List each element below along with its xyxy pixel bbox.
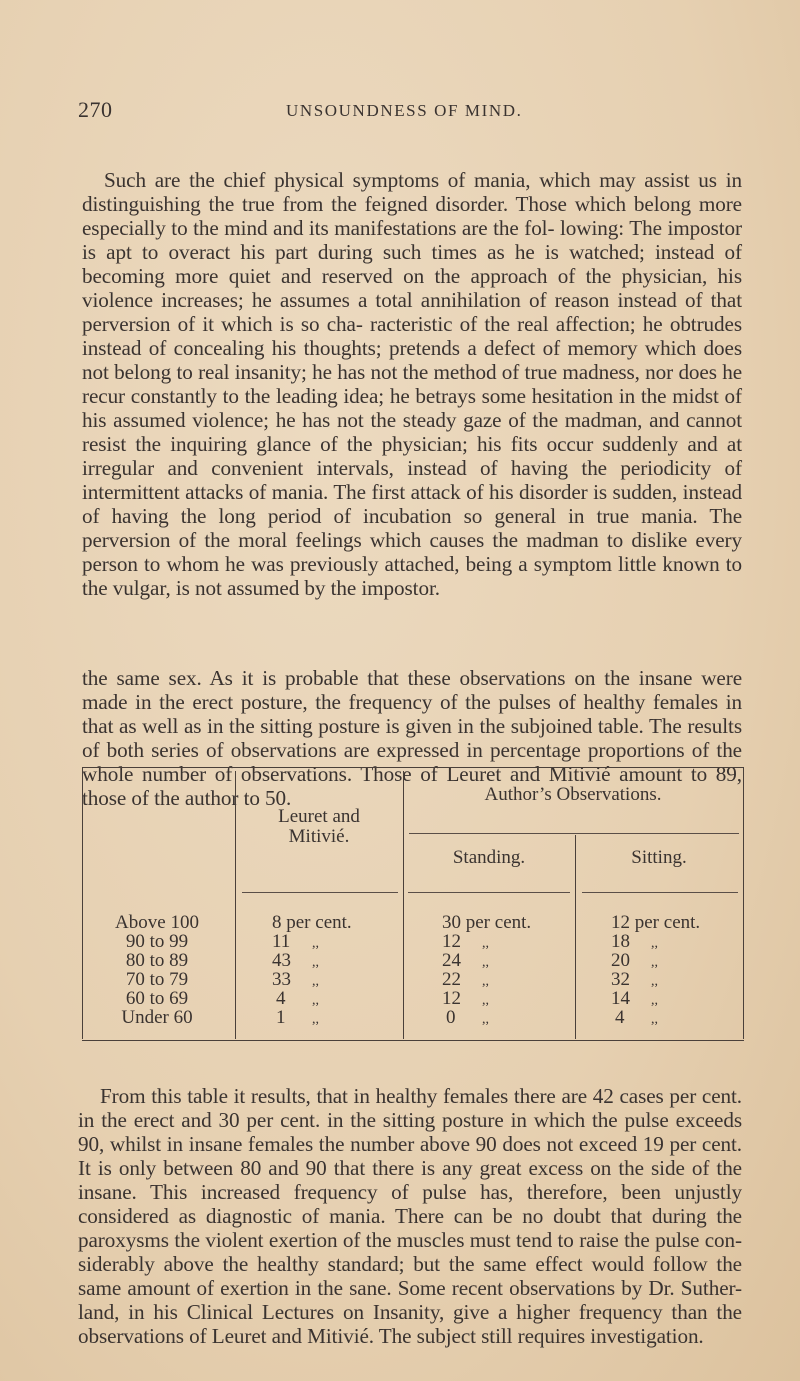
value: 14 (611, 988, 630, 1009)
value: 32 (611, 969, 630, 990)
ditto-mark: ,, (651, 993, 658, 1008)
header-rule (582, 892, 738, 893)
header-leuret-line2: Mitivié. (288, 826, 350, 847)
row-label: Under 60 (121, 1007, 193, 1028)
column-divider (403, 771, 404, 1039)
ditto-mark: ,, (651, 955, 658, 970)
value: 20 (611, 950, 630, 971)
value: 12 (611, 912, 630, 933)
page-header (78, 97, 738, 123)
sitting-cell (611, 913, 700, 932)
row-label: Above 100 (115, 912, 199, 933)
page-number: 270 (78, 97, 113, 122)
value: 11 (272, 931, 291, 952)
value: 4 (615, 1007, 625, 1028)
value: 8 (272, 912, 282, 933)
value: 33 (272, 969, 291, 990)
unit: per cent. (634, 912, 701, 933)
leuret-cell (276, 1008, 319, 1029)
ditto-mark: ,, (482, 936, 489, 951)
pulse-frequency-table (82, 765, 744, 1045)
value: 1 (276, 1007, 286, 1028)
value: 4 (276, 988, 286, 1009)
value: 12 (442, 988, 461, 1009)
header-rule (408, 892, 570, 893)
row-label: 90 to 99 (125, 931, 189, 952)
paragraph-table-conclusion: From this table it results, that in healthy females there are 42 cases per cent. in the erect and 30 per cent. in the sitting posture in which the pulse exceeds 90, whilst in insane females the number above 90 does not exceed 19 per cent. It is only between 80 and 90 that there is any great excess on the side of the insane. This increased frequency of pulse has, therefore, been unjustly considered as diagnostic of mania. There can be no doubt that during the paroxysms the violent exertion of the muscles must tend to raise the pulse con- siderably above the healthy standard; but the same effect would follow the same amount of exertion in the sane. Some recent observations by Dr. Suther- land, in his Clinical Lectures on Insanity, give a higher frequency than the observations of Leuret and Mitivié. The subject still requires investigation. (78, 1084, 742, 1349)
standing-cell (442, 913, 531, 932)
author-group-rule (409, 833, 739, 834)
value: 22 (442, 969, 461, 990)
ditto-mark: ,, (482, 993, 489, 1008)
ditto-mark: ,, (312, 1012, 319, 1027)
table-bottom-rule (82, 1040, 744, 1041)
value: 12 (442, 931, 461, 952)
ditto-mark: ,, (482, 955, 489, 970)
header-author-observations: Author’s Observations. (484, 784, 662, 805)
unit: per cent. (286, 912, 352, 933)
running-title: UNSOUNDNESS OF MIND. (286, 101, 523, 120)
table-top-rule (82, 767, 744, 768)
table-right-border (743, 767, 744, 1039)
ditto-mark: ,, (482, 1012, 489, 1027)
value: 30 (442, 912, 461, 933)
header-rule (242, 892, 398, 893)
ditto-mark: ,, (651, 936, 658, 951)
ditto-mark: ,, (312, 974, 319, 989)
row-label: 60 to 69 (125, 988, 189, 1009)
standing-cell (446, 1008, 489, 1029)
row-label: 70 to 79 (125, 969, 189, 990)
value: 18 (611, 931, 630, 952)
leuret-cell (272, 913, 352, 932)
unit: per cent. (465, 912, 532, 933)
value: 24 (442, 950, 461, 971)
value: 43 (272, 950, 291, 971)
paragraph-feigned-symptoms: Such are the chief physical symptoms of mania, which may assist us in distinguishing the true from the feigned disorder. Those which belong more especially to the mind and its manifestations are the fol- lowing: The impostor is apt to overact his part during such times as he is watched; instead of becoming more quiet and reserved on the approach of the physician, his violence increases; he assumes a total annihilation of reason instead of that perversion of it which is so cha- racteristic of the real affection; he obtrudes instead of concealing his thoughts; pretends a defect of memory which does not belong to real insanity; he has not the method of true madness, nor does he recur constantly to the leading idea; he betrays some hesitation in the midst of his assumed violence; he has not the steady gaze of the madman, and cannot resist the inquiring glance of the physician; his fits occur suddenly and at irregular and convenient intervals, instead of having the periodicity of intermittent attacks of mania. The first attack of his disorder is sudden, instead of having the long period of incubation so general in true mania. The perversion of the moral feelings which causes the madman to dislike every person to whom he was previously attached, being a symptom little known to the vulgar, is not assumed by the impostor. (82, 168, 742, 601)
ditto-mark: ,, (312, 955, 319, 970)
header-standing: Standing. (452, 847, 526, 868)
ditto-mark: ,, (651, 1012, 658, 1027)
sitting-cell (615, 1008, 658, 1029)
row-label: 80 to 89 (125, 950, 189, 971)
value: 0 (446, 1007, 456, 1028)
header-sitting: Sitting. (631, 847, 687, 868)
header-leuret-line1: Leuret and (278, 806, 360, 827)
paragraph-table-intro: the same sex. As it is probable that these observations on the insane were made in the erect posture, the frequency of the pulses of healthy females in that as well as in the sitting posture is given in the subjoined table. The results of both series of observations are expressed in percentage proportions of the whole number of observations. Those of Leuret and Mitivié amount to 89, those of the author to 50. (82, 666, 742, 811)
ditto-mark: ,, (312, 936, 319, 951)
ditto-mark: ,, (312, 993, 319, 1008)
ditto-mark: ,, (651, 974, 658, 989)
ditto-mark: ,, (482, 974, 489, 989)
